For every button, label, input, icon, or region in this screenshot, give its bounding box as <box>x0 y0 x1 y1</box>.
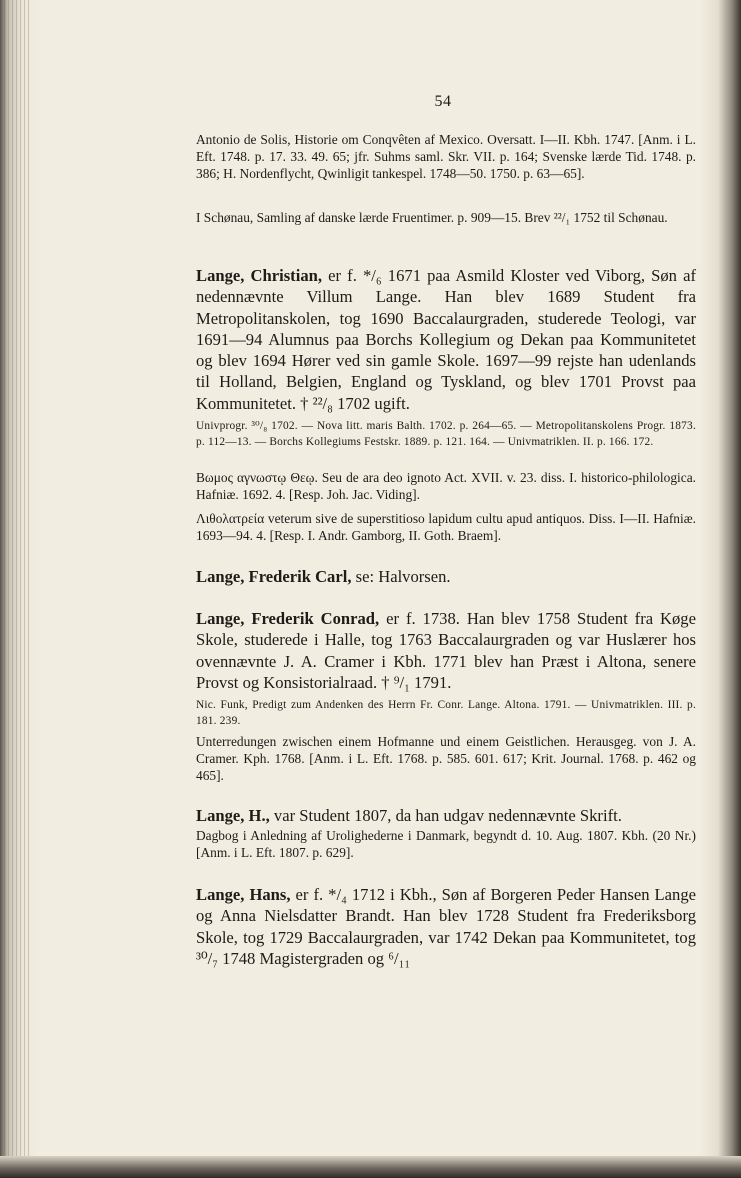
entry-text: er f. 1738. Han blev 1758 Student fra Køge Skole, studerede i Halle, tog 1763 Baccalaurgraden og var Huslærer hos ovennævnte J. A. Cramer i Kbh. 1771 blev han Præst i Altona, senere Provst og Konsistorialraad. † ⁹/₁ 1791. <box>196 609 696 692</box>
page-bottom-edge <box>0 1156 741 1178</box>
entry-text: er f. */₄ 1712 i Kbh., Søn af Borgeren Peder Hansen Lange og Anna Nielsdatter Brandt. Han blev 1728 Student fra Frederiksborg Skole, tog 1729 Baccalaurgraden, var 1742 Dekan paa Kommunitetet, tog ³⁰/₇ 1748 Magistergraden og ⁶/₁₁ <box>196 885 696 968</box>
christian-references: Univprogr. ³⁰/₈ 1702. — Nova litt. maris Balth. 1702. p. 264—65. — Metropolitanskolens Progr. 1873. p. 112—13. — Borchs Kollegiums Festskr. 1889. p. 121. 164. — Univmatriklen. II. p. 166. 172. <box>196 420 696 448</box>
christian-work-bomos: Βωμος αγνωστῳ Θεῳ. Seu de ara deo ignoto Act. XVII. v. 23. diss. I. historico-philologica. Hafniæ. 1692. 4. [Resp. Joh. Jac. Viding]. <box>196 470 696 503</box>
entry-lange-christian <box>196 265 696 414</box>
entry-lange-frederik-conrad <box>196 608 696 693</box>
book-gutter <box>0 0 32 1178</box>
entry-schonau-ref: I Schønau, Samling af danske lærde Fruentimer. p. 909—15. Brev ²²/₁ 1752 til Schønau. <box>196 210 668 225</box>
frederik-conrad-references: Nic. Funk, Predigt zum Andenken des Herrn Fr. Conr. Lange. Altona. 1791. — Univmatriklen. III. p. 181. 239. <box>196 699 696 727</box>
entry-text: var Student 1807, da han udgav nedennævnte Skrift. <box>269 806 622 825</box>
entry-heading: Lange, Hans, <box>196 885 291 904</box>
entry-lange-frederik-carl <box>196 566 696 587</box>
entry-heading: Lange, Frederik Conrad, <box>196 609 380 628</box>
h-work-dagbog: Dagbog i Anledning af Urolighederne i Danmark, begyndt d. 10. Aug. 1807. Kbh. (20 Nr.) [Anm. i L. Eft. 1807. p. 629]. <box>196 828 696 861</box>
entry-heading: Lange, Frederik Carl, <box>196 567 352 586</box>
christian-work-litholatreia: Λιθολατρεία veterum sive de superstitioso lapidum cultu apud antiquos. Diss. I—II. Hafniæ. 1693—94. 4. [Resp. I. Andr. Gamborg, II. Goth. Braem]. <box>196 511 696 544</box>
entry-heading: Lange, Christian, <box>196 266 322 285</box>
entry-text: er f. */₆ 1671 paa Asmild Kloster ved Viborg, Søn af nedennævnte Villum Lange. Han blev 1689 Student fra Metropolitanskolen, tog 1690 Baccalaurgraden, studerede Teologi, var 1691—94 Alumnus paa Borchs Kollegium og Dekan paa Kommunitetet og blev 1694 Hører ved sin gamle Skole. 1697—99 rejste han udenlands til Holland, Belgien, England og Tyskland, og blev 1701 Provst paa Kommunitetet. † ²²/₈ 1702 ugift. <box>196 266 696 413</box>
entry-lange-h <box>196 805 696 826</box>
entry-lange-hans <box>196 884 696 969</box>
frederik-conrad-work: Unterredungen zwischen einem Hofmanne und einem Geistlichen. Herausgeg. von J. A. Cramer. Kph. 1768. [Anm. i L. Eft. 1768. p. 585. 601. 617; Krit. Journal. 1768. p. 462 og 465]. <box>196 734 696 784</box>
entry-solis-work: Antonio de Solis, Historie om Conqvêten af Mexico. Oversatt. I—II. Kbh. 1747. [Anm. i L. Eft. 1748. p. 17. 33. 49. 65; jfr. Suhms saml. Skr. VII. p. 164; Svenske lærde Tid. 1748. p. 386; H. Nordenflycht, Qwinligit tankespel. 1748—50. 1750. p. 63—65]. <box>196 132 696 182</box>
entry-text: se: Halvorsen. <box>351 567 451 586</box>
page-number: 54 <box>434 93 452 110</box>
entry-heading: Lange, H., <box>196 806 270 825</box>
